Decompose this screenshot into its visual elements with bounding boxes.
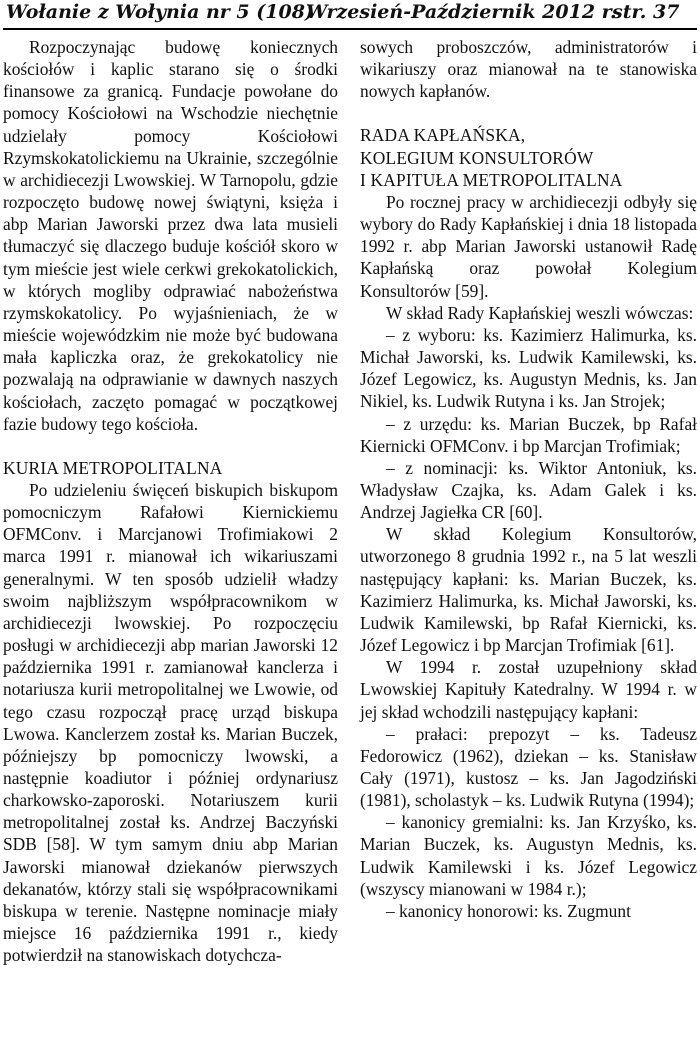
paragraph: Rozpoczynając budowę koniecznych kościołów i kaplic starano się o środki finansowe za granicą. Fundacje powołane do pomocy Kościołowi na Wschodzie niechętnie udzielały pomocy Kościołowi Rzymskokatolickiemu na Ukrainie, szczególnie w archidiecezji Lwowskiej. W Tarnopolu, gdzie rozpoczęto budowę nowej świątyni, księża i abp Marian Jaworski przez dwa lata musieli tłumaczyć się dlaczego buduje kościół skoro w tym mieście jest wiele cerkwi grekokatolickich, w których mogliby odprawiać nabożeństwa rzymskokatolicy. Po wyjaśnieniach, że w mieście wojewódzkim nie może być budowana mała kapliczka oraz, że grekokatolicy nie pozwalają na odprawianie w dawnych naszych kościołach, zaczęto pomagać w początkowej fazie budowy tego kościoła. [3, 37, 338, 434]
heading-line: I KAPITUŁA METROPOLITALNA [360, 169, 623, 190]
paragraph: Po udzieleniu święceń biskupich biskupom pomocniczym Rafałowi Kiernickiemu OFMConv. i Marcjanowi Trofimiakowi 2 marca 1991 r. mianował ich wikariuszami generalnymi. W ten sposób udzielił władzy swoim najbliższym współpracownikom w archidiecezji lwowskiej. Po rozpoczęciu posługi w archidiecezji abp marian Jaworski 12 października 1991 r. zamianował kanclerza i notariusza kurii metropolitalnej we Lwowie, od tego czasu rozpoczął pracę urząd biskupa Lwowa. Kanclerzem został ks. Marian Buczek, późniejszy bp pomocniczy lwowski, a następnie koadiutor i później ordynariusz charkowsko-zaporoski. Notariuszem kurii metropolitalnej został ks. Andrzej Baczyński SDB [58]. W tym samym dniu abp Marian Jaworski mianował dziekanów pierwszych dekanatów, którzy stali się współpracownikami biskupa w terenie. Następne nominacje miały miejsce 16 października 1991 r., kiedy potwierdził na stanowiskach dotychcza- [3, 479, 338, 966]
paragraph: – prałaci: prepozyt – ks. Tadeusz Fedorowicz (1962), dziekan – ks. Stanisław Cały (1971), kustosz – ks. Jan Jagodziński (1981), scholastyk – ks. Ludwik Rutyna (1994); [360, 723, 697, 811]
heading-line: KOLEGIUM KONSULTORÓW [360, 147, 594, 168]
paragraph: – z urzędu: ks. Marian Buczek, bp Rafał Kiernicki OFMConv. i bp Marcjan Trofimiak; [360, 413, 697, 456]
paragraph: – z nominacji: ks. Wiktor Antoniuk, ks. Władysław Czajka, ks. Adam Galek i ks. Andrzej Jagiełka CR [60]. [360, 457, 697, 523]
section-heading: KURIA METROPOLITALNA [3, 457, 223, 478]
paragraph: W skład Rady Kapłańskiej weszli wówczas: [386, 302, 694, 323]
paragraph: – z wyboru: ks. Kazimierz Halimurka, ks. Michał Jaworski, ks. Ludwik Kamilewski, ks. Józef Legowicz, ks. Augustyn Mednis, ks. Jan Nikiel, ks. Ludwik Rutyna i ks. Jan Strojek; [360, 324, 697, 412]
page-number: str. 37 [612, 1, 680, 23]
paragraph: W skład Kolegium Konsultorów, utworzonego 8 grudnia 1992 r., na 5 lat weszli następujący kapłani: ks. Marian Buczek, ks. Kazimierz Halimurka, ks. Michał Jaworski, ks. Ludwik Kamilewski, bp Rafał Kiernicki, ks. Józef Legowicz i bp Marcjan Trofimiak [61]. [360, 524, 697, 656]
left-column [3, 36, 338, 966]
page-header [0, 0, 700, 26]
paragraph: – kanonicy honorowi: ks. Zugmunt [386, 900, 631, 921]
section-gap [3, 435, 338, 457]
section-gap [360, 102, 697, 124]
right-column [360, 36, 697, 922]
issue-date: Wrzesień-Październik 2012 r. [306, 1, 617, 23]
heading-line: RADA KAPŁAŃSKA, [360, 125, 526, 146]
section-heading [360, 124, 697, 190]
journal-issue: Wołanie z Wołynia nr 5 (108) [6, 1, 314, 23]
paragraph: W 1994 r. został uzupełniony skład Lwowskiej Kapituły Katedralny. W 1994 r. w jej skład wchodzili następujący kapłani: [360, 657, 697, 722]
paragraph: Po rocznej pracy w archidiecezji odbyły się wybory do Rady Kapłańskiej i dnia 18 listopada 1992 r. abp Marian Jaworski ustanowił Radę Kapłańską oraz powołał Kolegium Konsultorów [59]. [360, 191, 697, 301]
paragraph: – kanonicy gremialni: ks. Jan Krzyśko, ks. Marian Buczek, ks. Augustyn Mednis, ks. Ludwik Kamilewski i ks. Józef Legowicz (wszyscy mianowani w 1984 r.); [360, 812, 697, 899]
header-rule [3, 28, 697, 30]
paragraph: sowych proboszczów, administratorów i wikariuszy oraz mianował na te stanowiska nowych kapłanów. [360, 37, 697, 102]
